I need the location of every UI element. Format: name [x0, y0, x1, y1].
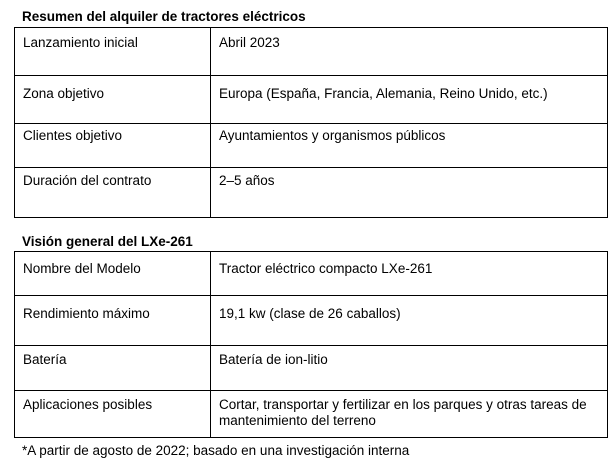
row-value-target-clients: Ayuntamientos y organismos públicos	[211, 124, 608, 168]
row-value-battery: Batería de ion-litio	[211, 346, 608, 391]
rental-summary-table	[14, 27, 608, 218]
row-value-initial-launch: Abril 2023	[211, 28, 608, 76]
table-row	[15, 168, 608, 218]
table-row	[15, 124, 608, 168]
row-label-max-performance: Rendimiento máximo	[15, 296, 211, 346]
table-row	[15, 252, 608, 296]
row-value-model-name: Tractor eléctrico compacto LXe-261	[211, 252, 608, 296]
table-row	[15, 346, 608, 391]
footnote: *A partir de agosto de 2022; basado en una investigación interna	[22, 443, 410, 458]
table-row	[15, 76, 608, 124]
row-label-target-zone: Zona objetivo	[15, 76, 211, 124]
rental-summary-title: Resumen del alquiler de tractores eléctricos	[22, 9, 306, 24]
row-value-max-performance: 19,1 kw (clase de 26 caballos)	[211, 296, 608, 346]
table-row	[15, 391, 608, 438]
row-label-target-clients: Clientes objetivo	[15, 124, 211, 168]
table-row	[15, 28, 608, 76]
row-label-battery: Batería	[15, 346, 211, 391]
table-row	[15, 296, 608, 346]
row-value-target-zone: Europa (España, Francia, Alemania, Reino Unido, etc.)	[211, 76, 608, 124]
model-overview-table	[14, 251, 608, 438]
row-label-applications: Aplicaciones posibles	[15, 391, 211, 438]
row-label-model-name: Nombre del Modelo	[15, 252, 211, 296]
row-label-initial-launch: Lanzamiento inicial	[15, 28, 211, 76]
row-label-contract-duration: Duración del contrato	[15, 168, 211, 218]
model-overview-title: Visión general del LXe-261	[22, 234, 193, 249]
row-value-applications: Cortar, transportar y fertilizar en los parques y otras tareas de mantenimiento del terreno	[211, 391, 608, 438]
row-value-contract-duration: 2–5 años	[211, 168, 608, 218]
